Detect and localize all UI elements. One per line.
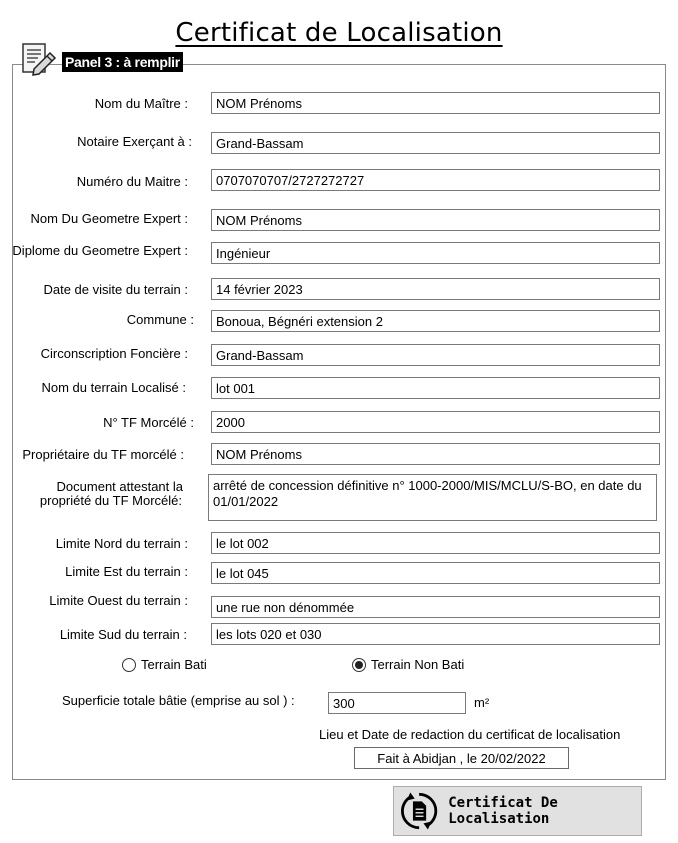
field-proprietaire-tf[interactable]: NOM Prénoms [211, 443, 660, 465]
field-circonscription[interactable]: Grand-Bassam [211, 344, 660, 366]
field-nom-terrain[interactable]: lot 001 [211, 377, 660, 399]
field-limite-est[interactable]: le lot 045 [211, 562, 660, 584]
field-superficie[interactable]: 300 [328, 692, 466, 714]
radio-terrain-non-bati-label: Terrain Non Bati [371, 657, 465, 672]
label-notaire: Notaire Exerçant à : [77, 134, 192, 149]
field-numero-maitre[interactable]: 0707070707/2727272727 [211, 169, 660, 191]
field-document-propriete[interactable]: arrêté de concession définitive n° 1000-2000/MIS/MCLU/S-BO, en date du 01/01/2022 [208, 474, 657, 521]
page-title: Certificat de Localisation [175, 18, 503, 48]
label-document-line2: propriété du TF Morcélé: [39, 493, 182, 508]
label-commune: Commune : [126, 312, 194, 327]
radio-terrain-non-bati-indicator[interactable] [352, 658, 366, 672]
radio-terrain-non-bati[interactable] [352, 657, 464, 672]
label-redaction: Lieu et Date de redaction du certificat de localisation [319, 727, 621, 742]
panel-title: Panel 3 : à remplir [62, 52, 183, 72]
field-limite-ouest[interactable]: une rue non dénommée [211, 596, 660, 618]
field-nom-geometre[interactable]: NOM Prénoms [211, 209, 660, 231]
label-limite-ouest: Limite Ouest du terrain : [49, 593, 188, 608]
field-redaction[interactable]: Fait à Abidjan , le 20/02/2022 [354, 747, 569, 769]
label-limite-est: Limite Est du terrain : [65, 564, 188, 579]
superficie-unit: m² [474, 695, 490, 710]
radio-terrain-bati-indicator[interactable] [122, 658, 136, 672]
refresh-document-icon [398, 788, 440, 834]
field-date-visite[interactable]: 14 février 2023 [211, 278, 660, 300]
label-date-visite: Date de visite du terrain : [43, 282, 188, 297]
label-nom-maitre: Nom du Maître : [94, 96, 188, 111]
field-commune[interactable]: Bonoua, Bégnéri extension 2 [211, 310, 660, 332]
certificat-localisation-button-label: Certificat De Localisation [448, 795, 558, 827]
label-limite-sud: Limite Sud du terrain : [59, 627, 187, 642]
label-superficie: Superficie totale bâtie (emprise au sol ) : [62, 693, 295, 708]
field-notaire[interactable]: Grand-Bassam [211, 132, 660, 154]
field-limite-nord[interactable]: le lot 002 [211, 532, 660, 554]
field-limite-sud[interactable]: les lots 020 et 030 [211, 623, 660, 645]
label-nom-geometre: Nom Du Geometre Expert : [30, 211, 188, 226]
label-limite-nord: Limite Nord du terrain : [55, 536, 188, 551]
certificat-localisation-button[interactable] [393, 786, 642, 836]
label-nom-terrain: Nom du terrain Localisé : [41, 380, 186, 395]
radio-terrain-bati[interactable] [122, 657, 207, 672]
radio-terrain-bati-label: Terrain Bati [141, 657, 207, 672]
label-proprietaire-tf: Propriétaire du TF morcélé : [22, 447, 184, 462]
label-document-line1: Document attestant la [56, 479, 183, 494]
field-nom-maitre[interactable]: NOM Prénoms [211, 92, 660, 114]
label-numero-maitre: Numéro du Maitre : [76, 174, 188, 189]
label-tf-morcele: N° TF Morcélé : [103, 415, 194, 430]
label-diplome-geometre: Diplome du Geometre Expert : [12, 243, 188, 258]
form-writing-icon [20, 42, 58, 76]
field-tf-morcele[interactable]: 2000 [211, 411, 660, 433]
field-diplome-geometre[interactable]: Ingénieur [211, 242, 660, 264]
label-circonscription: Circonscription Foncière : [40, 346, 188, 361]
